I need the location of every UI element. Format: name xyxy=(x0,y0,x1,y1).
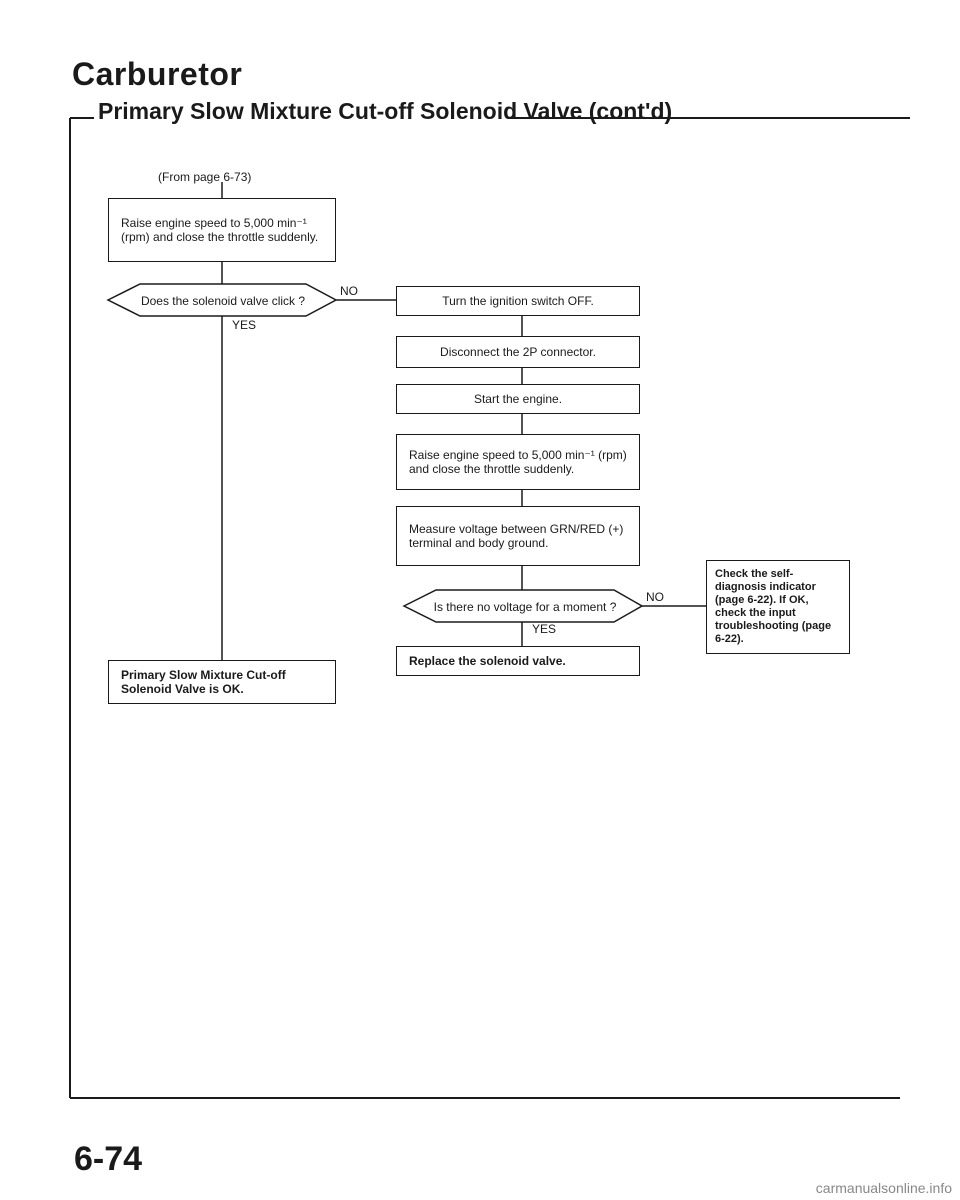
decision-click-yes-label: YES xyxy=(232,318,257,332)
step-raise-speed-2 xyxy=(396,434,640,490)
decision-click-question: Does the solenoid valve click ? xyxy=(140,294,306,308)
decision-voltage-question: Is there no voltage for a moment ? xyxy=(433,600,617,614)
decision-click-no-label: NO xyxy=(340,284,358,298)
result-valve-ok-text: Primary Slow Mixture Cut-off Solenoid Valve is OK. xyxy=(121,668,286,696)
result-valve-ok xyxy=(108,660,336,704)
step-measure-voltage xyxy=(396,506,640,566)
step-start-engine xyxy=(396,384,640,414)
section-title: Primary Slow Mixture Cut-off Solenoid Valve (cont'd) xyxy=(98,98,673,124)
step-raise-speed-1 xyxy=(108,198,336,262)
step-raise-speed-2-text: Raise engine speed to 5,000 min⁻¹ (rpm) and close the throttle suddenly. xyxy=(409,448,627,476)
decision-voltage-yes-label: YES xyxy=(532,622,557,636)
step-ignition-off xyxy=(396,286,640,316)
step-check-self-diagnosis xyxy=(706,560,850,654)
step-replace-valve-text: Replace the solenoid valve. xyxy=(409,654,566,668)
step-check-self-diagnosis-text: Check the self-diagnosis indicator (page 6-22). If OK, check the input troubleshooting (page 6-22). xyxy=(715,568,832,645)
step-disconnect-connector xyxy=(396,336,640,368)
step-disconnect-connector-text: Disconnect the 2P connector. xyxy=(440,345,596,359)
step-start-engine-text: Start the engine. xyxy=(473,392,563,406)
decision-voltage-no-label: NO xyxy=(646,590,664,604)
page-number: 6-74 xyxy=(74,1140,143,1178)
page-title: Carburetor xyxy=(72,56,243,92)
from-page-note: (From page 6-73) xyxy=(158,170,252,184)
step-ignition-off-text: Turn the ignition switch OFF. xyxy=(442,294,594,308)
step-raise-speed-1-text: Raise engine speed to 5,000 min⁻¹ (rpm) and close the throttle suddenly. xyxy=(121,216,319,244)
watermark-text: carmanualsonline.info xyxy=(815,1180,952,1196)
step-replace-valve xyxy=(396,646,640,676)
step-measure-voltage-text: Measure voltage between GRN/RED (+) terminal and body ground. xyxy=(409,522,624,550)
